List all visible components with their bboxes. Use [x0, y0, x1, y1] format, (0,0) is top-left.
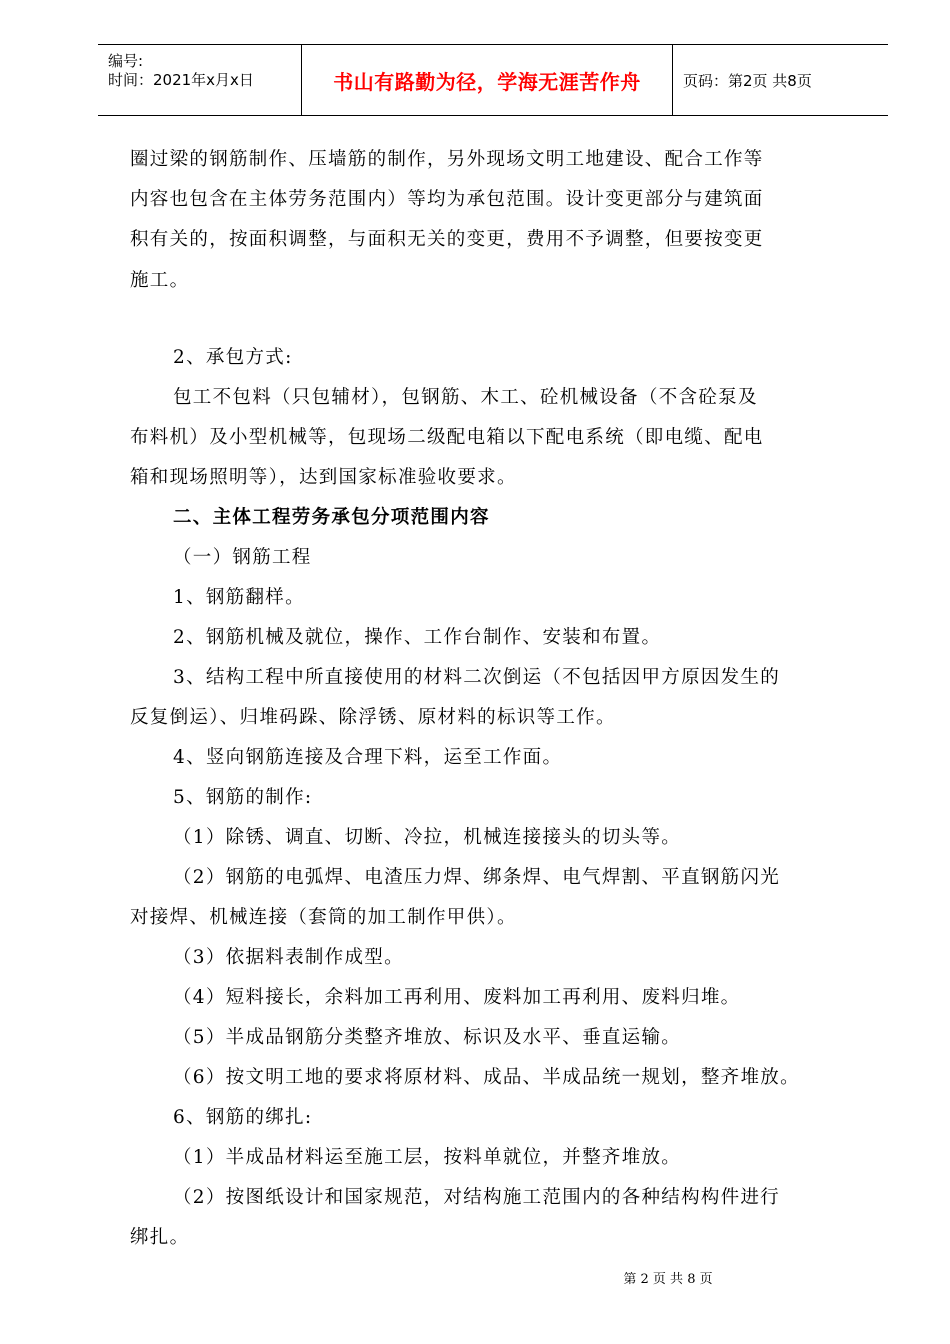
list-item: （5）半成品钢筋分类整齐堆放、标识及水平、垂直运输。: [173, 1027, 682, 1048]
body-line: 内容也包含在主体劳务范围内）等均为承包范围。设计变更部分与建筑面: [130, 189, 764, 210]
list-item: 4、竖向钢筋连接及合理下料，运至工作面。: [173, 747, 563, 768]
chapter-heading: 二、主体工程劳务承包分项范围内容: [173, 507, 490, 528]
list-item: 6、钢筋的绑扎:: [173, 1107, 313, 1128]
list-item: （2）钢筋的电弧焊、电渣压力焊、绑条焊、电气焊割、平直钢筋闪光: [173, 867, 781, 888]
document-number-label: 编号:: [108, 52, 144, 70]
list-item: 3、结构工程中所直接使用的材料二次倒运（不包括因甲方原因发生的: [173, 667, 781, 688]
list-item: （4）短料接长，余料加工再利用、废料加工再利用、废料归堆。: [173, 987, 741, 1008]
footer-page-number: 第 2 页 共 8 页: [623, 1272, 713, 1287]
list-item: 1、钢筋翻样。: [173, 587, 305, 608]
body-line: 施工。: [130, 270, 190, 291]
header-motto-cell: [301, 45, 673, 115]
document-time-label: 时间：2021年x月x日: [108, 71, 254, 89]
list-item: （1）除锈、调直、切断、冷拉，机械连接接头的切头等。: [173, 827, 682, 848]
list-item: （6）按文明工地的要求将原材料、成品、半成品统一规划，整齐堆放。: [173, 1067, 800, 1088]
subsection-heading: （一）钢筋工程: [173, 547, 312, 568]
list-item: （2）按图纸设计和国家规范，对结构施工范围内的各种结构构件进行: [173, 1187, 781, 1208]
body-line: 绑扎。: [130, 1227, 190, 1248]
header-info: [98, 45, 301, 115]
body-line: 反复倒运）、归堆码跺、除浮锈、原材料的标识等工作。: [130, 707, 616, 728]
header-page-cell: [673, 45, 888, 115]
body-line: 包工不包料（只包辅材），包钢筋、木工、砼机械设备（不含砼泵及: [173, 387, 758, 408]
body-line: 积有关的，按面积调整，与面积无关的变更，费用不予调整，但要按变更: [130, 229, 764, 250]
list-item: 2、钢筋机械及就位，操作、工作台制作、安装和布置。: [173, 627, 662, 648]
page-footer: [0, 1268, 950, 1287]
list-item: （1）半成品材料运至施工层，按料单就位，并整齐堆放。: [173, 1147, 682, 1168]
header-motto: 书山有路勤为径，学海无涯苦作舟: [333, 69, 641, 94]
page-header: [98, 44, 888, 116]
list-item: 5、钢筋的制作:: [173, 787, 313, 808]
body-line: 对接焊、机械连接（套筒的加工制作甲供）。: [130, 907, 517, 928]
body-line: 箱和现场照明等），达到国家标准验收要求。: [130, 467, 517, 488]
body-line: 圈过梁的钢筋制作、压墙筋的制作，另外现场文明工地建设、配合工作等: [130, 149, 764, 170]
body-line: 布料机）及小型机械等，包现场二级配电箱以下配电系统（即电缆、配电: [130, 427, 764, 448]
header-page-number: 页码：第2页 共8页: [683, 71, 812, 90]
list-item: （3）依据料表制作成型。: [173, 947, 404, 968]
section-heading: 2、承包方式:: [173, 347, 293, 368]
